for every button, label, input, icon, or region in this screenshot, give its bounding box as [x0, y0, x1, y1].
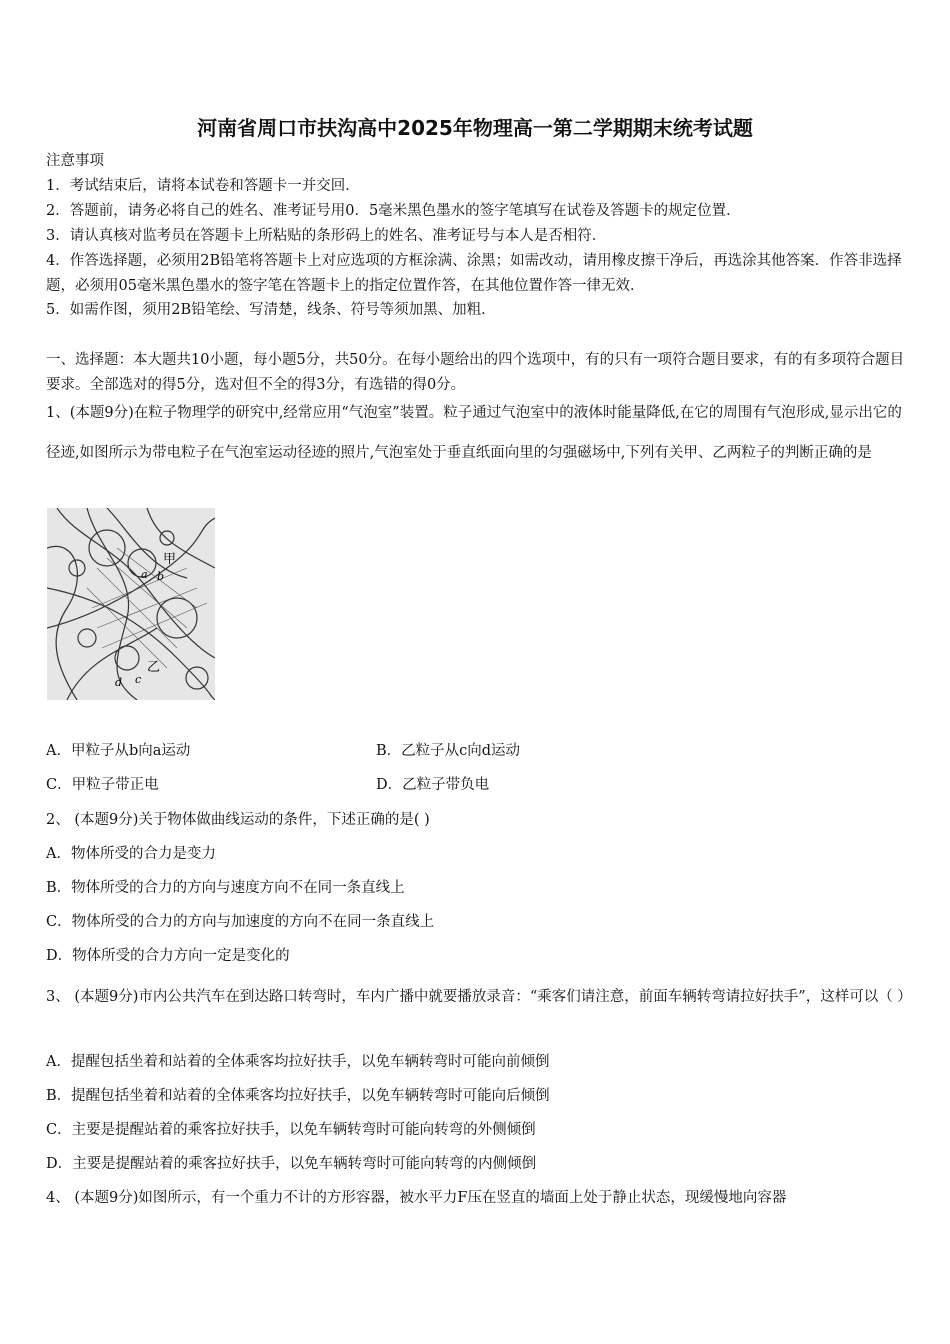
- notice-item-3: 3．请认真核对监考员在答题卡上所粘贴的条形码上的姓名、准考证号与本人是否相符．: [46, 228, 607, 244]
- q1-option-c: C．甲粒子带正电: [46, 777, 159, 793]
- q3-option-a: A．提醒包括坐着和站着的全体乘客均拉好扶手，以免车辆转弯时可能向前倾倒: [46, 1054, 550, 1070]
- label-d: d: [115, 676, 123, 689]
- q3-option-d: D．主要是提醒站着的乘客拉好扶手，以免车辆转弯时可能向转弯的内侧倾倒: [46, 1156, 537, 1172]
- q1-option-b: B．乙粒子从c向d运动: [376, 743, 521, 759]
- q3-option-c: C．主要是提醒站着的乘客拉好扶手，以免车辆转弯时可能向转弯的外侧倾倒: [46, 1122, 536, 1138]
- q2-option-c: C．物体所受的合力的方向与加速度的方向不在同一条直线上: [46, 914, 435, 930]
- q2-option-b: B．物体所受的合力的方向与速度方向不在同一条直线上: [46, 880, 405, 896]
- q1-stem: 1、(本题9分)在粒子物理学的研究中,经常应用“气泡室”装置。粒子通过气泡室中的液体时能量降低,在它的周围有气泡形成,显示出它的径迹,如图所示为带电粒子在气泡室运动径迹的照片,气泡室处于垂直纸面向里的匀强磁场中,下列有关甲、乙两粒子的判断正确的是: [46, 405, 902, 461]
- q2-option-a: A．物体所受的合力是变力: [46, 846, 216, 862]
- label-jia: 甲: [163, 552, 177, 567]
- q1-option-d: D．乙粒子带负电: [376, 777, 490, 793]
- bubble-chamber-figure: [47, 508, 215, 700]
- notice-item-2: 2．答题前，请务必将自己的姓名、准考证号用0．5毫米黑色墨水的签字笔填写在试卷及答题卡的规定位置．: [46, 203, 741, 219]
- q3-option-b: B．提醒包括坐着和站着的全体乘客均拉好扶手，以免车辆转弯时可能向后倾倒: [46, 1088, 550, 1104]
- section-heading: 一、选择题：本大题共10小题，每小题5分，共50分。在每小题给出的四个选项中，有的只有一项符合题目要求，有的有多项符合题目要求。全部选对的得5分，选对但不全的得3分，有选错的得0分。: [46, 352, 905, 393]
- q3-stem: 3、 (本题9分)市内公共汽车在到达路口转弯时，车内广播中就要播放录音：“乘客们请注意，前面车辆转弯请拉好扶手”，这样可以（ ）: [46, 989, 912, 1005]
- q1-option-a: A．甲粒子从b向a运动: [46, 743, 191, 759]
- q4-stem: 4、 (本题9分)如图所示，有一个重力不计的方形容器，被水平力F压在竖直的墙面上处于静止状态，现缓慢地向容器: [46, 1190, 787, 1206]
- label-a: a: [141, 568, 148, 581]
- label-c: c: [135, 673, 142, 686]
- q2-stem: 2、 (本题9分)关于物体做曲线运动的条件，下述正确的是( ): [46, 812, 430, 828]
- q2-option-d: D．物体所受的合力方向一定是变化的: [46, 948, 290, 964]
- notice-item-4: 4．作答选择题，必须用2B铅笔将答题卡上对应选项的方框涂满、涂黑；如需改动，请用橡皮擦干净后，再选涂其他答案．作答非选择题，必须用05毫米黑色墨水的签字笔在答题卡上的指定位置作答，在其他位置作答一律无效．: [46, 253, 902, 294]
- label-yi: 乙: [147, 660, 161, 675]
- label-b: b: [157, 570, 165, 583]
- notice-item-5: 5．如需作图，须用2B铅笔绘、写清楚，线条、符号等须加黑、加粗．: [46, 302, 496, 318]
- exam-title: 河南省周口市扶沟高中2025年物理高一第二学期期末统考试题: [197, 116, 753, 140]
- notice-heading: 注意事项: [46, 153, 104, 169]
- notice-item-1: 1．考试结束后，请将本试卷和答题卡一并交回．: [46, 178, 360, 194]
